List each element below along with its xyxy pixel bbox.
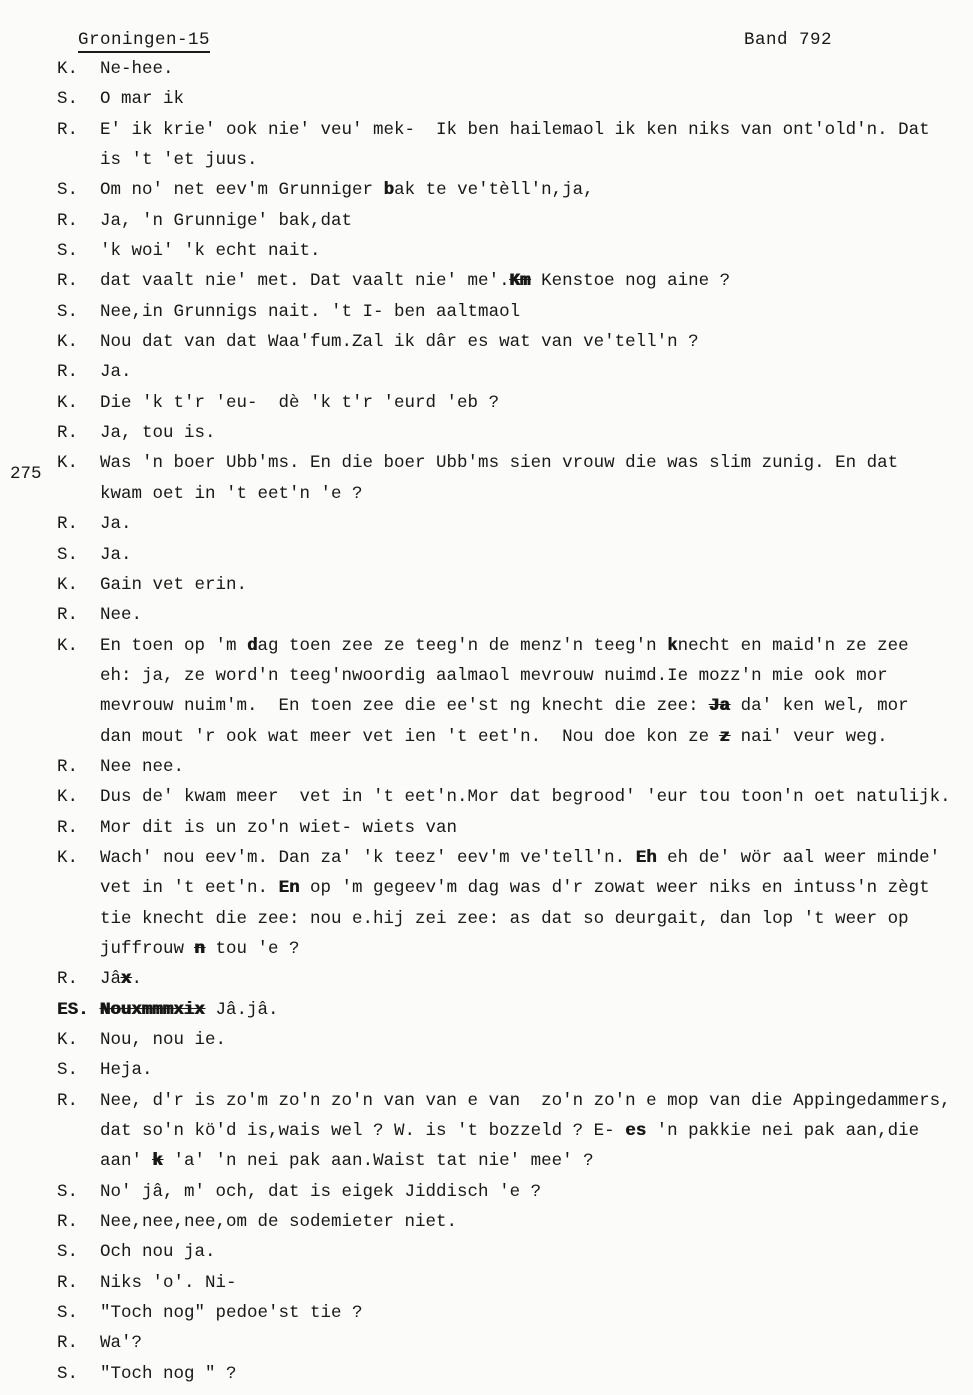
text-segment: dat so'n kö'd is,wais wel ? W. is 't bozzeld ? E- (100, 1121, 626, 1142)
text-segment: op 'm gegeev'm dag was d'r zowat weer niks en intuss'n zègt (299, 878, 930, 899)
text-segment: Gain vet erin. (100, 574, 248, 595)
transcript-line (0, 752, 973, 782)
transcript-line (0, 1268, 973, 1298)
transcript-line (0, 206, 973, 236)
speaker-label: R. (57, 514, 79, 535)
transcript-line (0, 115, 973, 145)
speaker-label: R. (57, 271, 79, 292)
line-text (100, 180, 594, 200)
line-text (100, 211, 352, 231)
line-text (100, 909, 909, 929)
transcript-line (0, 1298, 973, 1328)
text-segment: mevrouw nuim'm. En toen zee die ee'st ng knecht die zee: (100, 696, 710, 717)
overstruck-text: d (247, 635, 258, 656)
line-text (100, 696, 909, 716)
text-segment: 'k woi' 'k echt nait. (100, 241, 321, 262)
line-text (100, 514, 132, 534)
text-segment: Nou dat van dat Waa'fum.Zal ik dâr es wat van ve'tell'n ? (100, 332, 699, 353)
text-segment: Ja, tou is. (100, 423, 216, 444)
transcript-line (0, 540, 973, 570)
transcript-line (0, 357, 973, 387)
struck-text: x (121, 969, 132, 990)
line-text (100, 423, 216, 443)
line-text (100, 787, 951, 807)
speaker-label: S. (57, 241, 79, 262)
speaker-label: R. (57, 1272, 79, 1293)
text-segment: En toen op 'm (100, 635, 248, 656)
line-text (100, 1000, 279, 1020)
speaker-label: S. (57, 1242, 79, 1263)
text-segment: juffrouw (100, 938, 195, 959)
text-segment: Nee. (100, 605, 143, 626)
text-segment: Ja, 'n Grunnige' bak,dat (100, 210, 353, 231)
line-text (100, 1182, 541, 1202)
text-segment: Was 'n boer Ubb'ms. En die boer Ubb'ms sien vrouw die was slim zunig. En dat (100, 453, 899, 474)
transcript-line (0, 995, 973, 1025)
transcript-line (0, 661, 973, 691)
text-segment: Jâ (100, 969, 122, 990)
line-text (100, 1333, 142, 1353)
speaker-label: S. (57, 1303, 79, 1324)
text-segment: dat vaalt nie' met. Dat vaalt nie' me'. (100, 271, 510, 292)
line-text (100, 332, 699, 352)
text-segment: O mar ik (100, 89, 185, 110)
struck-text: Ja (709, 696, 731, 717)
line-text (100, 1121, 919, 1141)
speaker-label: S. (57, 1060, 79, 1081)
transcript-line (0, 934, 973, 964)
text-segment: ag toen zee ze teeg'n de menz'n teeg'n (257, 635, 668, 656)
line-text (100, 302, 520, 322)
text-segment: Kenstoe nog aine ? (530, 271, 731, 292)
text-segment: eh: ja, ze word'n teeg'nwoordig aalmaol mevrouw nuimd.Ie mozz'n mie ook mor (100, 665, 888, 686)
speaker-label: R. (57, 1333, 79, 1354)
text-segment: Ja. (100, 544, 132, 565)
speaker-label: R. (57, 756, 79, 777)
speaker-label: R. (57, 119, 79, 140)
transcript-line (0, 1025, 973, 1055)
text-segment: Ja. (100, 362, 132, 383)
text-segment: E' ik krie' ook nie' veu' mek- Ik ben hailemaol ik ken niks van ont'old'n. Dat (100, 119, 930, 140)
struck-text: Km (509, 271, 531, 292)
transcript-line (0, 722, 973, 752)
text-segment: Wa'? (100, 1333, 143, 1354)
text-segment: Ja. (100, 514, 132, 535)
text-segment: dan mout 'r ook wat meer vet ien 't eet'n. Nou doe kon ze (100, 726, 720, 747)
line-text (100, 89, 184, 109)
transcript-line (0, 54, 973, 84)
line-text (100, 484, 363, 504)
overstruck-text: Eh (635, 847, 657, 868)
struck-text: n (194, 938, 206, 959)
transcript-line (0, 84, 973, 114)
transcript (0, 54, 973, 1389)
transcript-line (0, 145, 973, 175)
text-segment: vet in 't eet'n. (100, 878, 279, 899)
speaker-label: S. (57, 301, 79, 322)
text-segment: Nee,in Grunnigs nait. 't I- ben aaltmaol (100, 301, 521, 322)
transcript-line (0, 175, 973, 205)
speaker-label: R. (57, 362, 79, 383)
line-text (100, 666, 888, 686)
speaker-label: K. (57, 574, 79, 595)
speaker-label: R. (57, 969, 79, 990)
transcript-line (0, 782, 973, 812)
line-text (100, 636, 909, 656)
speaker-label: R. (57, 423, 79, 444)
transcript-line (0, 813, 973, 843)
transcript-line (0, 1086, 973, 1116)
text-segment: aan' (100, 1151, 153, 1172)
line-text (100, 120, 930, 140)
transcript-line (0, 964, 973, 994)
margin-line-number: 275 (10, 464, 42, 485)
line-text (100, 1303, 363, 1323)
text-segment: Nee, d'r is zo'm zo'n zo'n van van e van zo'n zo'n e mop van die Appingedammers, (100, 1090, 951, 1111)
speaker-label: K. (57, 453, 79, 474)
speaker-label: R. (57, 1212, 79, 1233)
transcript-line (0, 843, 973, 873)
transcript-line (0, 418, 973, 448)
speaker-label: K. (57, 1030, 79, 1050)
line-text (100, 848, 940, 868)
line-text (100, 59, 174, 79)
speaker-label: S. (57, 1181, 79, 1202)
band-number: Band 792 (744, 30, 833, 50)
text-segment: 'a' 'n nei pak aan.Waist tat nie' mee' ? (163, 1151, 594, 1172)
speaker-label: S. (57, 180, 79, 201)
speaker-label: R. (57, 817, 79, 838)
transcript-line (0, 479, 973, 509)
transcript-line (0, 1055, 973, 1085)
text-segment: Nee nee. (100, 756, 185, 777)
transcript-line (0, 904, 973, 934)
transcript-line (0, 600, 973, 630)
transcript-line (0, 1328, 973, 1358)
speaker-label: K. (57, 787, 79, 808)
transcript-line (0, 236, 973, 266)
transcript-line (0, 873, 973, 903)
transcript-line (0, 1177, 973, 1207)
text-segment: Die 'k t'r 'eu- dè 'k t'r 'eurd 'eb ? (100, 392, 500, 413)
transcript-line (0, 327, 973, 357)
transcript-line (0, 297, 973, 327)
overstruck-text: b (383, 180, 395, 201)
transcript-line (0, 1359, 973, 1389)
line-text (100, 939, 300, 959)
line-text (100, 1151, 594, 1171)
text-segment: "Toch nog" pedoe'st tie ? (100, 1303, 363, 1324)
transcript-line (0, 1207, 973, 1237)
struck-text: z (719, 726, 731, 747)
text-segment: nai' veur weg. (730, 726, 888, 747)
line-text (100, 878, 930, 898)
text-segment: Dus de' kwam meer vet in 't eet'n.Mor dat begrood' 'eur tou toon'n oet natulijk. (100, 787, 951, 808)
text-segment: tou 'e ? (205, 938, 300, 959)
line-text (100, 969, 142, 989)
text-segment: is 't 'et juus. (100, 150, 258, 171)
line-text (100, 393, 499, 413)
transcript-line (0, 1116, 973, 1146)
line-text (100, 757, 184, 777)
transcript-line (0, 1237, 973, 1267)
line-text (100, 1212, 457, 1232)
line-text (100, 1030, 226, 1050)
overstruck-text: En (278, 878, 300, 899)
speaker-label: K. (57, 332, 79, 353)
page-title: Groningen-15 (78, 30, 210, 53)
text-segment: Och nou ja. (100, 1242, 216, 1263)
overstruck-text: es (625, 1121, 647, 1142)
transcript-line (0, 691, 973, 721)
line-text (100, 1091, 951, 1111)
text-segment: Niks 'o'. Ni- (100, 1272, 237, 1293)
text-segment: Heja. (100, 1060, 153, 1081)
text-segment: Mor dit is un zo'n wiet- wiets van (100, 817, 458, 838)
line-text (100, 545, 132, 565)
speaker-label: R. (57, 210, 79, 231)
transcript-line (0, 388, 973, 418)
line-text (100, 818, 457, 838)
line-text (100, 1273, 237, 1293)
text-segment: No' jâ, m' och, dat is eigek Jiddisch 'e ? (100, 1181, 542, 1202)
text-segment: kwam oet in 't eet'n 'e ? (100, 483, 363, 504)
overstruck-text: k (667, 635, 678, 656)
speaker-label: K. (57, 635, 79, 656)
transcript-line (0, 631, 973, 661)
speaker-label: S. (57, 544, 79, 565)
speaker-label: K. (57, 847, 79, 868)
transcript-line (0, 1146, 973, 1176)
transcript-line (0, 266, 973, 296)
text-segment: Om no' net eev'm Grunniger (100, 180, 384, 201)
text-segment: Wach' nou eev'm. Dan za' 'k teez' eev'm ve'tell'n. (100, 847, 636, 868)
line-text (100, 362, 132, 382)
line-text (100, 575, 247, 595)
transcript-line (0, 509, 973, 539)
speaker-label: S. (57, 89, 79, 110)
line-text (100, 605, 142, 625)
transcript-line (0, 570, 973, 600)
transcript-line (0, 448, 973, 485)
line-text (100, 727, 888, 747)
speaker-label: ES. (57, 999, 89, 1020)
text-segment: eh de' wör aal weer minde' (656, 847, 941, 868)
struck-text: k (152, 1151, 164, 1172)
text-segment: Jâ.jâ. (205, 999, 279, 1020)
text-segment: tie knecht die zee: nou e.hij zei zee: as dat so deurgait, dan lop 't weer op (100, 908, 909, 929)
text-segment: Ne-hee. (100, 59, 174, 79)
line-text (100, 1060, 153, 1080)
line-text (100, 271, 730, 291)
text-segment: 'n pakkie nei pak aan,die (646, 1121, 920, 1142)
speaker-label: S. (57, 1363, 79, 1384)
text-segment: ak te ve'tèll'n,ja, (394, 180, 594, 201)
text-segment: necht en maid'n ze zee (677, 635, 909, 656)
speaker-label: K. (57, 392, 79, 413)
line-text (100, 150, 258, 170)
line-text (100, 453, 898, 473)
line-text (100, 241, 321, 261)
text-segment: Nee,nee,nee,om de sodemieter niet. (100, 1212, 458, 1233)
speaker-label: K. (57, 59, 79, 79)
struck-text: Nouxmmmxix (100, 999, 206, 1020)
text-segment: da' ken wel, mor (730, 696, 909, 717)
speaker-label: R. (57, 1090, 79, 1111)
line-text (100, 1364, 237, 1384)
text-segment: Nou, nou ie. (100, 1030, 227, 1050)
line-text (100, 1242, 216, 1262)
text-segment: . (131, 969, 143, 990)
text-segment: "Toch nog " ? (100, 1363, 237, 1384)
speaker-label: R. (57, 605, 79, 626)
